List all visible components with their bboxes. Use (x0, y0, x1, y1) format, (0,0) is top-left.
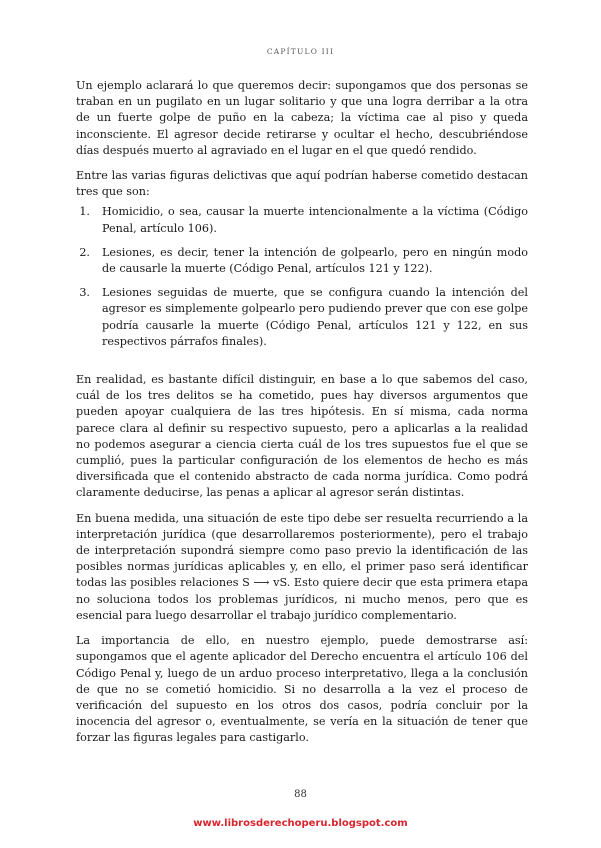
list-intro: Entre las varias figuras delictivas que aquí podrían haberse cometido destacan tres que son: (76, 169, 528, 199)
crime-figures-list (76, 204, 528, 350)
page-number: 88 (294, 789, 307, 800)
list-item (76, 245, 528, 277)
body-text (76, 78, 528, 756)
paragraph: La importancia de ello, en nuestro ejemplo, puede demostrarse así: supongamos que el agente aplicador del Derecho encuentra el artículo 106 del Código Penal y, luego de un arduo proceso interpretativo, llega a la conclusión de que no se cometió homicidio. Si no desarrolla a la vez el proceso de verificación del supuesto en los otros dos casos, podría concluir por la inocencia del agresor o, eventualmente, se vería en la situación de tener que forzar las figuras legales para castigarlo. (76, 634, 528, 745)
list-item-number: 2. (79, 245, 90, 259)
list-item-number: 1. (79, 205, 90, 219)
list-item-text: Lesiones, es decir, tener la intención de golpearlo, pero en ningún modo de causarle la muerte (Código Penal, artículos 121 y 122). (102, 245, 528, 276)
list-item (76, 285, 528, 350)
list-item-text: Homicidio, o sea, causar la muerte intencionalmente a la víctima (Código Penal, artículo 106). (102, 205, 528, 235)
list-item-number: 3. (79, 286, 90, 300)
paragraph: En buena medida, una situación de este tipo debe ser resuelta recurriendo a la interpretación jurídica (que desarrollaremos posteriormente), pero el trabajo de interpretación supondrá siempre como paso previo la identificación de las posibles normas jurídicas aplicables y, en ello, el primer paso será identificar todas las posibles relaciones S ⟶ vS. Esto quiere decir que esta primera etapa no soluciona todos los problemas jurídicos, ni mucho menos, pero que es esencial para luego desarrollar el trabajo jurídico complementario. (76, 511, 528, 622)
source-url-link[interactable]: www.librosderechoperu.blogspot.com (193, 818, 408, 829)
list-item (76, 204, 528, 236)
paragraph: En realidad, es bastante difícil distinguir, en base a lo que sabemos del caso, cuál de los tres delitos se ha cometido, pues hay diversos argumentos que pueden apoyar cualquiera de las tres hipótesis. En sí misma, cada norma parece clara al definir su respectivo supuesto, pero a aplicarlas a la realidad no podemos asegurar a ciencia cierta cuál de los tres supuestos fue el que se cumplió, pues la particular configuración de los elementos de hecho es más diversificada que el contenido abstracto de cada norma jurídica. Como podrá claramente deducirse, las penas a aplicar al agresor serán distintas. (76, 373, 528, 500)
list-item-text: Lesiones seguidas de muerte, que se configura cuando la intención del agresor es simplemente golpearlo pero pudiendo prever que con ese golpe podría causarle la muerte (Código Penal, artículos 121 y 122, en sus respectivos párrafos finales). (102, 286, 528, 348)
paragraph: Un ejemplo aclarará lo que queremos decir: supongamos que dos personas se traban en un pugilato en un lugar solitario y que una logra derribar a la otra de un fuerte golpe de puño en la cabeza; la víctima cae al piso y queda inconsciente. El agresor decide retirarse y ocultar el hecho, descubriéndose días después muerto al agraviado en el lugar en el que quedó rendido. (76, 79, 528, 157)
running-head: CAPÍTULO III (266, 47, 335, 56)
